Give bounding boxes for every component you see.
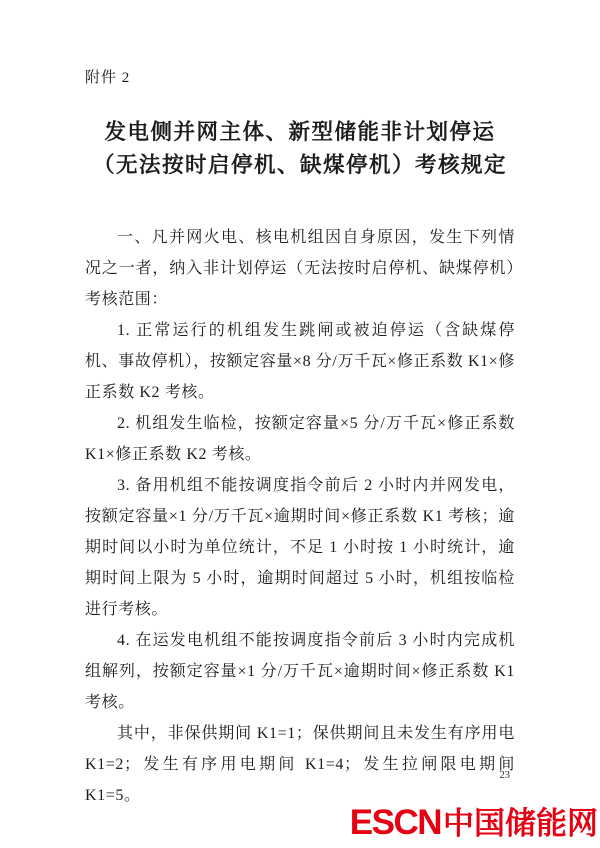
paragraph-rule-1: 1. 正常运行的机组发生跳闸或被迫停运（含缺煤停机、事故停机），按额定容量×8 分/万千瓦×修正系数 K1×修正系数 K2 考核。 [85,322,515,401]
paragraph-rule-4: 4. 在运发电机组不能按调度指令前后 3 小时内完成机组解列，按额定容量×1 分/万千瓦×逾期时间×修正系数 K1 考核。 [85,632,515,711]
document-title [85,116,515,182]
paragraph-rule-3: 3. 备用机组不能按调度指令前后 2 小时内并网发电，按额定容量×1 分/万千瓦×逾期时间×修正系数 K1 考核；逾期时间以小时为单位统计，不足 1 小时按 1 小时统计，逾期时间上限为 5 小时，逾期时间超过 5 小时，机组按临检进行考核。 [85,477,515,618]
logo-text-cn: 中国储能网 [443,806,598,841]
paragraph-k1-coefficients: 其中，非保供期间 K1=1；保供期间且未发生有序用电 K1=2；发生有序用电期间 K1=4；发生拉闸限电期间 K1=5。 [85,725,515,804]
paragraph-rule-2: 2. 机组发生临检，按额定容量×5 分/万千瓦×修正系数 K1×修正系数 K2 考核。 [85,415,515,463]
paragraph-intro: 一、凡并网火电、核电机组因自身原因，发生下列情况之一者，纳入非计划停运（无法按时启停机、缺煤停机）考核范围： [85,229,515,308]
document-title-line-2: （无法按时启停机、缺煤停机）考核规定 [92,153,507,177]
attachment-label: 附件 2 [85,70,131,86]
escn-watermark-logo [350,804,598,843]
document-title-line-1: 发电侧并网主体、新型储能非计划停运 [104,120,496,144]
logo-text-en: ESCN [349,803,441,842]
page-number: 23 [499,770,510,781]
document-body [85,222,515,811]
